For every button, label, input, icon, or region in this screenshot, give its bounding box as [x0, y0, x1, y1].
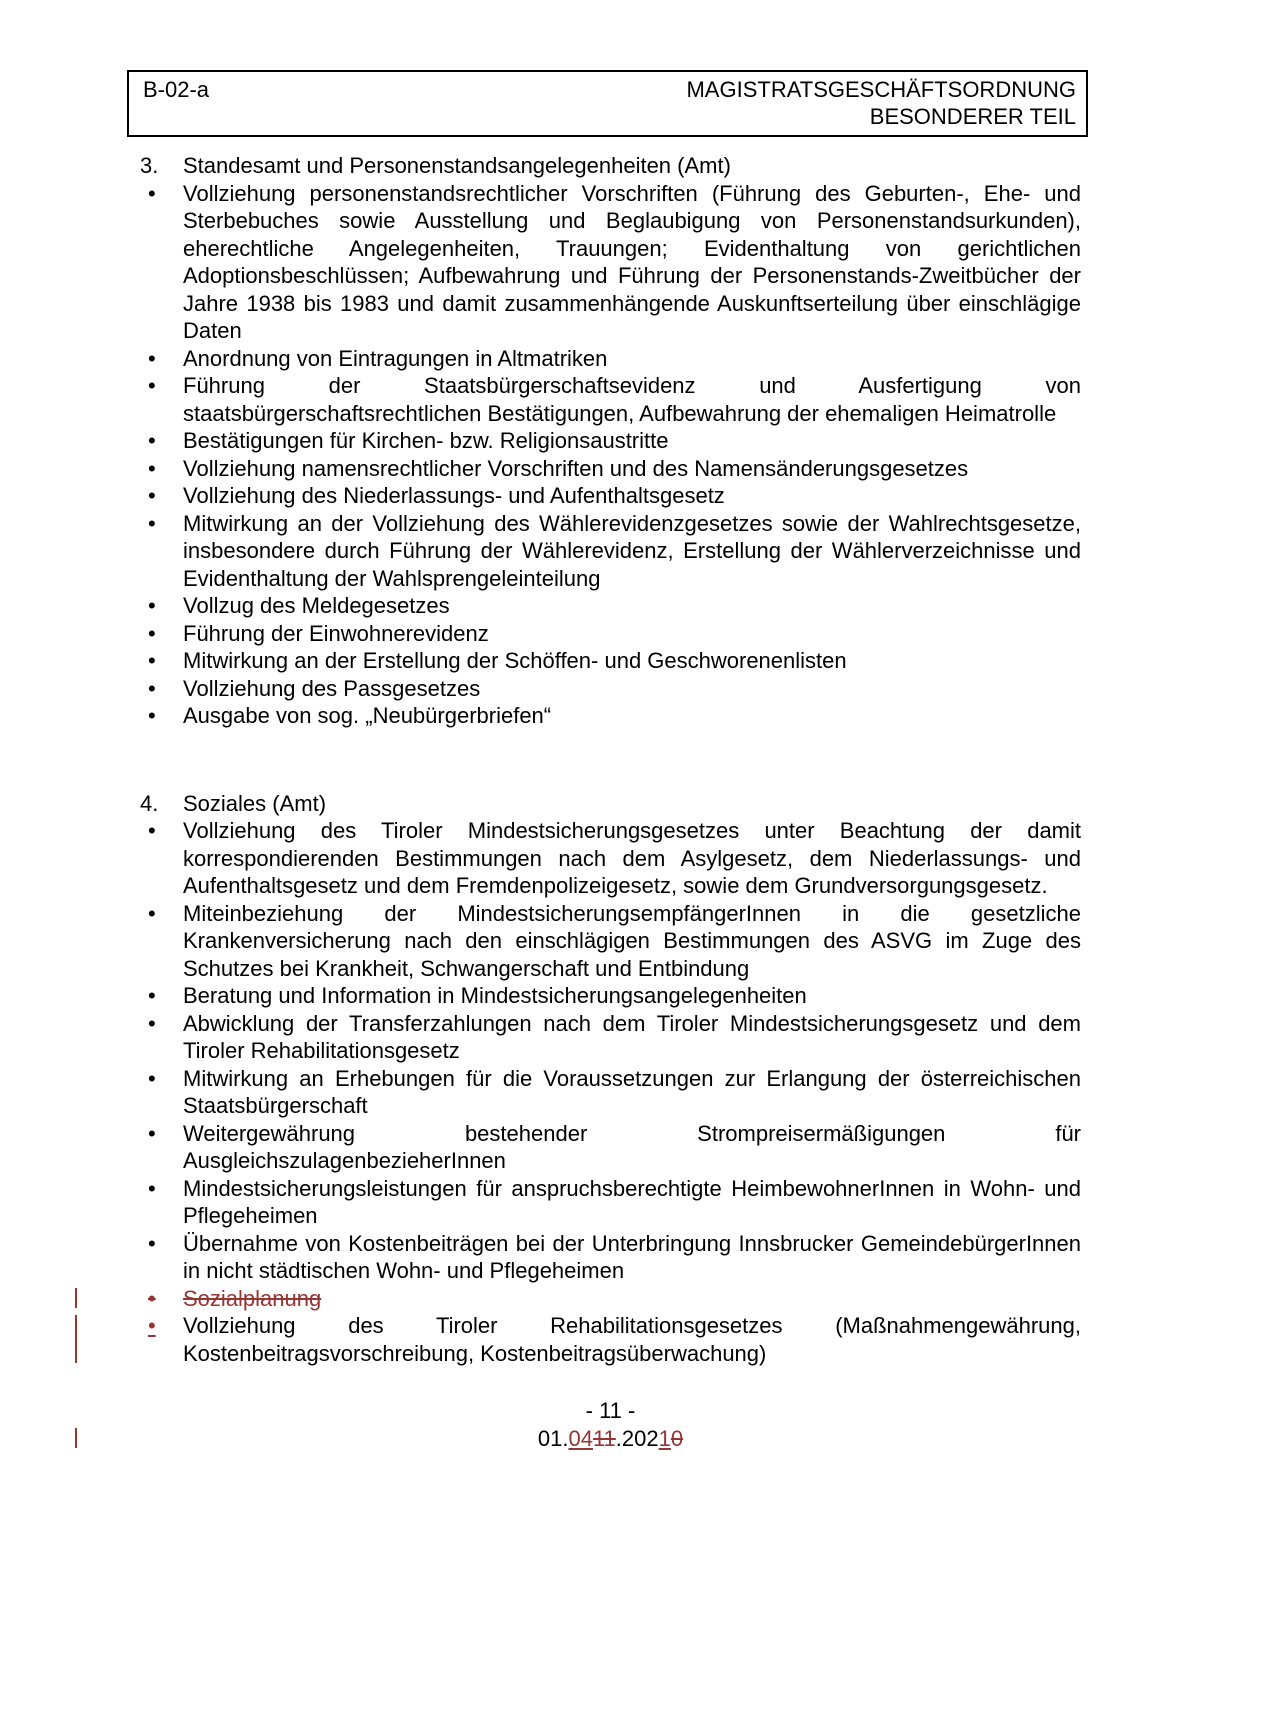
page-footer: [140, 1397, 1081, 1452]
bullet-icon: •: [148, 983, 156, 1008]
list-item-text: Vollziehung des Tiroler Mindestsicherungsgesetzes unter Beachtung der damit korrespondierenden Bestimmungen nach dem Asylgesetz, dem Niederlassungs- und Aufenthaltsgesetz und dem Fremdenpolizeigesetz, sowie dem Grundversorgungsgesetz.: [183, 818, 1081, 898]
list-item-text: Bestätigungen für Kirchen- bzw. Religionsaustritte: [183, 428, 669, 453]
document-page: [0, 70, 1275, 1452]
list-item: [140, 482, 1081, 510]
list-item: [140, 592, 1081, 620]
date-segment: 1: [658, 1425, 671, 1451]
bullet-icon: •: [148, 1120, 156, 1146]
list-item: [140, 817, 1081, 900]
list-item: [140, 675, 1081, 703]
list-item-text: Vollziehung namensrechtlicher Vorschriften und des Namensänderungsgesetzes: [183, 455, 969, 481]
document-header: [127, 70, 1088, 137]
list-item-text: Mitwirkung an der Erstellung der Schöffen- und Geschworenenlisten: [183, 648, 847, 673]
list-item: [140, 455, 1081, 483]
list-item-text: Vollzug des Meldegesetzes: [183, 593, 450, 618]
bullet-icon: •: [148, 455, 156, 481]
list-item-text: Mindestsicherungsleistungen für anspruchsberechtigte HeimbewohnerInnen in Wohn- und Pflegeheimen: [183, 1175, 1081, 1228]
bullet-icon: •: [148, 345, 156, 371]
bullet-icon: •: [148, 900, 156, 926]
date-segment: 04: [568, 1425, 593, 1451]
page-number: - 11 -: [585, 1398, 636, 1423]
list-item: [140, 1065, 1081, 1120]
document-body: [140, 152, 1081, 1452]
bullet-icon: •: [148, 1175, 156, 1201]
section-number: 3.: [140, 153, 159, 178]
list-item-text: Übernahme von Kostenbeiträgen bei der Unterbringung Innsbrucker GemeindebürgerInnen in nicht städtischen Wohn- und Pflegeheimen: [183, 1230, 1081, 1283]
document-title: [686, 76, 1076, 130]
sections-container: [140, 152, 1081, 1367]
bullet-icon: •: [148, 1313, 156, 1338]
list-item-text: Vollziehung des Tiroler Rehabilitationsgesetzes (Maßnahmengewährung, Kostenbeitragsvorschreibung, Kostenbeitragsüberwachung): [183, 1313, 1081, 1366]
bullet-icon: •: [148, 510, 156, 536]
date-segment: 01.: [537, 1425, 569, 1451]
list-item: [140, 1175, 1081, 1230]
list-item-text: Beratung und Information in Mindestsicherungsangelegenheiten: [183, 983, 807, 1008]
bullet-icon: •: [148, 1065, 156, 1091]
list-item: [140, 702, 1081, 730]
list-item-text: Vollziehung des Niederlassungs- und Aufenthaltsgesetz: [183, 483, 725, 508]
bullet-icon: •: [148, 428, 156, 453]
bullet-icon: •: [148, 703, 156, 728]
document-title-line2: BESONDERER TEIL: [869, 104, 1076, 129]
date-segment: 0: [670, 1425, 684, 1451]
list-item: [140, 372, 1081, 427]
section-number: 4.: [140, 790, 159, 816]
date-segment: .202: [615, 1425, 659, 1451]
list-item-text: Sozialplanung: [183, 1285, 322, 1311]
date-segment: 11: [592, 1425, 616, 1451]
list-item-text: Führung der Einwohnerevidenz: [183, 620, 489, 646]
list-item-text: Mitwirkung an der Vollziehung des Wählerevidenzgesetzes sowie der Wahlrechtsgesetze, insbesondere durch Führung der Wählerevidenz, Erstellung der Wählerverzeichnisse und Evidenthaltung der Wahlsprengeleinteilung: [183, 510, 1081, 591]
bullet-icon: •: [148, 1010, 156, 1036]
list-item: [140, 900, 1081, 983]
list-item-text: Miteinbeziehung der MindestsicherungsempfängerInnen in die gesetzliche Krankenversicherung nach den einschlägigen Bestimmungen des ASVG im Zuge des Schutzes bei Krankheit, Schwangerschaft und Entbindung: [183, 900, 1081, 981]
list-item: [140, 180, 1081, 345]
bullet-icon: •: [148, 1285, 156, 1311]
list-item: [140, 427, 1081, 455]
bullet-icon: •: [148, 1230, 156, 1256]
list-item: [140, 982, 1081, 1010]
list-item: [140, 620, 1081, 648]
bullet-icon: •: [148, 483, 156, 508]
list-item-text: Weitergewährung bestehender Strompreisermäßigungen für AusgleichszulagenbezieherInnen: [183, 1120, 1081, 1173]
bullet-icon: •: [148, 818, 156, 843]
section-title: Standesamt und Personenstandsangelegenheiten (Amt): [183, 153, 731, 178]
bullet-icon: •: [148, 675, 156, 701]
list-item: [140, 647, 1081, 675]
list-item: [140, 1230, 1081, 1285]
list-item-text: Abwicklung der Transferzahlungen nach dem Tiroler Mindestsicherungsgesetz und dem Tiroler Rehabilitationsgesetz: [183, 1010, 1081, 1063]
list-item: [140, 1312, 1081, 1367]
list-item: [140, 1010, 1081, 1065]
list-item: [140, 345, 1081, 373]
section: [140, 790, 1081, 1368]
list-item-text: Ausgabe von sog. „Neubürgerbriefen“: [183, 703, 552, 728]
list-item-text: Vollziehung personenstandsrechtlicher Vorschriften (Führung des Geburten-, Ehe- und Sterbebuches sowie Ausstellung und Beglaubigung von Personenstandsurkunden), eherechtliche Angelegenheiten, Trauungen; Evidenthaltung von gerichtlichen Adoptionsbeschlüssen; Aufbewahrung und Führung der Personenstands-Zweitbücher der Jahre 1938 bis 1983 und damit zusammenhängende Auskunftserteilung über einschlägige Daten: [183, 180, 1081, 343]
list-item-text: Führung der Staatsbürgerschaftsevidenz und Ausfertigung von staatsbürgerschaftsrechtlichen Bestätigungen, Aufbewahrung der ehemaligen Heimatrolle: [183, 373, 1081, 426]
footer-date: [140, 1425, 1081, 1453]
bullet-icon: •: [148, 620, 156, 646]
document-title-line1: MAGISTRATSGESCHÄFTSORDNUNG: [686, 77, 1076, 102]
list-item: [140, 1120, 1081, 1175]
section-heading: [140, 790, 1081, 818]
list-item-text: Anordnung von Eintragungen in Altmatriken: [183, 345, 608, 371]
bullet-icon: •: [148, 180, 156, 206]
list-item-text: Vollziehung des Passgesetzes: [183, 675, 481, 701]
section-heading: [140, 152, 1081, 180]
bullet-icon: •: [148, 648, 156, 673]
section: [140, 152, 1081, 730]
bullet-icon: •: [148, 373, 156, 398]
bullet-icon: •: [148, 593, 156, 618]
section-title: Soziales (Amt): [183, 790, 327, 816]
list-item: [140, 510, 1081, 593]
doc-code: B-02-a: [143, 77, 210, 102]
list-item: [140, 1285, 1081, 1313]
list-item-text: Mitwirkung an Erhebungen für die Voraussetzungen zur Erlangung der österreichischen Staatsbürgerschaft: [183, 1065, 1081, 1118]
